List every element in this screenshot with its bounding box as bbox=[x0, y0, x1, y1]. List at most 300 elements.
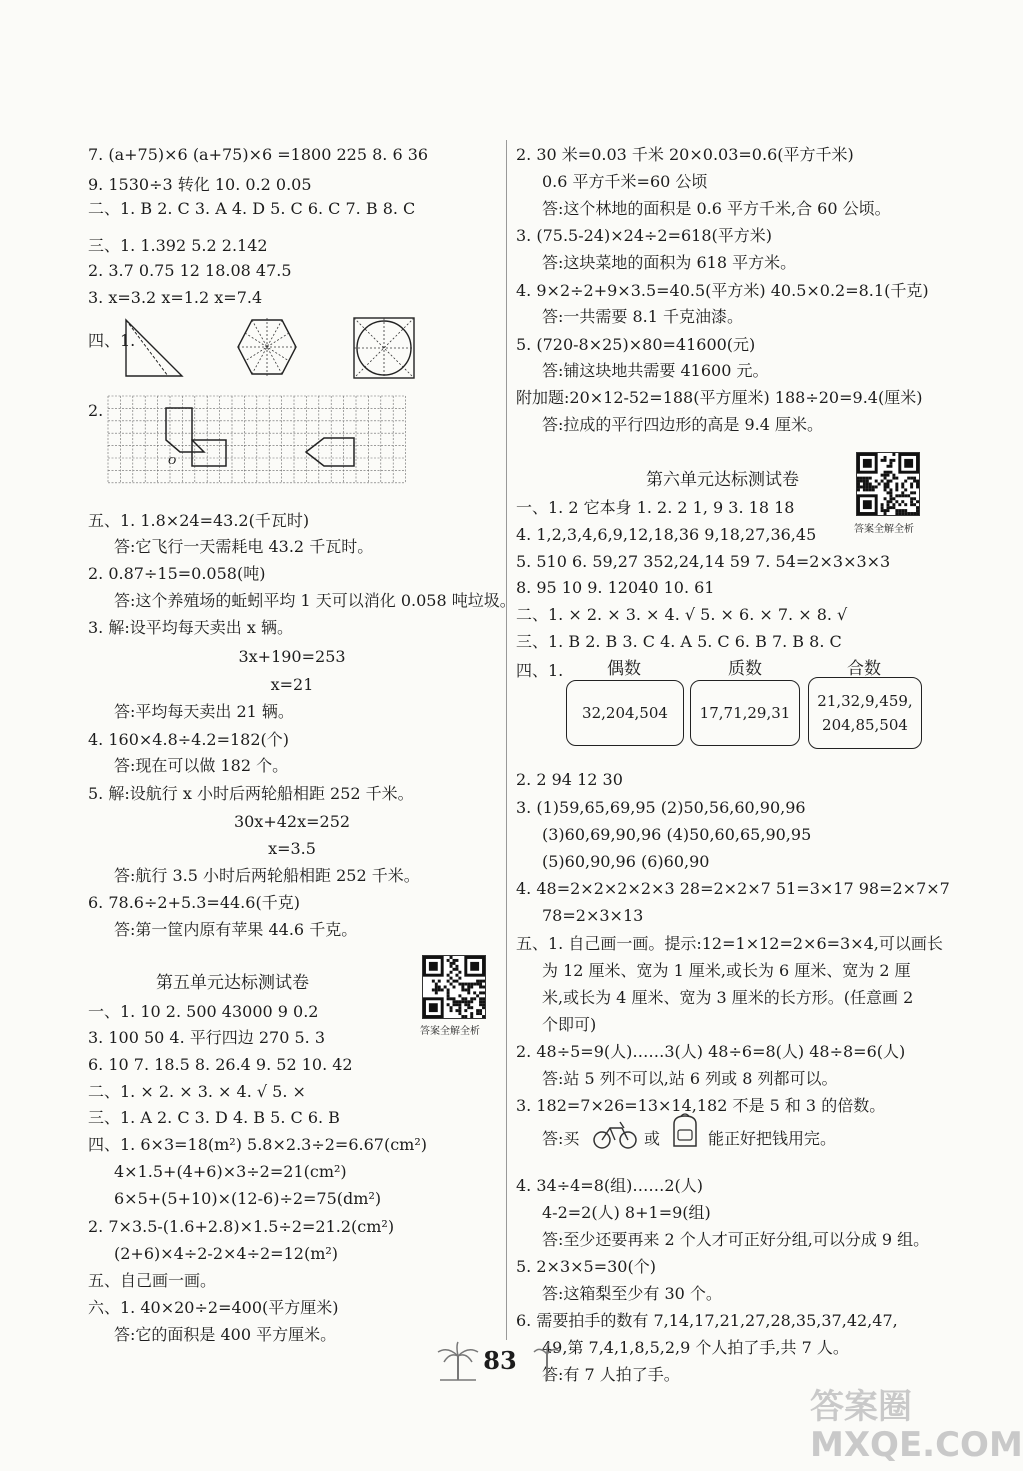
answer-line: 二、1. B 2. C 3. A 4. D 5. C 6. C 7. B 8. C bbox=[88, 199, 416, 218]
qr-module bbox=[461, 997, 464, 1000]
qr-module bbox=[887, 471, 890, 474]
qr-module bbox=[916, 485, 919, 488]
qr-code-icon bbox=[856, 452, 920, 516]
qr-module bbox=[429, 1003, 438, 1012]
qr-module bbox=[860, 477, 863, 480]
qr-module bbox=[898, 509, 901, 512]
answer-line: 6. 10 7. 18.5 8. 26.4 9. 52 10. 42 bbox=[88, 1055, 353, 1074]
answer-line: 答:拉成的平行四边形的高是 9.4 厘米。 bbox=[542, 415, 824, 434]
qr-module bbox=[455, 974, 458, 977]
qr-module bbox=[869, 483, 872, 486]
circle-square-axes-figure bbox=[352, 316, 416, 380]
qr-module bbox=[447, 959, 450, 962]
qr-module bbox=[447, 997, 450, 1000]
qr-module bbox=[857, 483, 860, 486]
qr-module bbox=[916, 500, 919, 503]
answer-line: (5)60,90,96 (6)60,90 bbox=[542, 852, 710, 871]
qr-module bbox=[887, 483, 890, 486]
qr-module bbox=[857, 488, 860, 491]
composite-numbers-line2: 204,85,504 bbox=[822, 716, 908, 734]
qr-module bbox=[904, 512, 907, 515]
answer-line: 答:这个养殖场的蚯蚓平均 1 天可以消化 0.058 吨垃圾。 bbox=[114, 591, 516, 610]
answer-line: 4×1.5+(4+6)×3÷2=21(cm²) bbox=[114, 1162, 347, 1181]
qr-module bbox=[450, 956, 453, 959]
qr-module bbox=[476, 980, 479, 983]
qr-module bbox=[458, 1009, 461, 1012]
qr-module bbox=[467, 983, 470, 986]
watermark-text: 答案圈 MXQE.COM bbox=[810, 1387, 1023, 1465]
answer-line: 二、1. × 2. × 3. × 4. √ 5. × bbox=[88, 1082, 306, 1101]
qr-module bbox=[479, 1012, 482, 1015]
answer-line: 78=2×3×13 bbox=[542, 906, 644, 925]
answer-line: 2. 30 米=0.03 千米 20×0.03=0.6(平方千米) bbox=[516, 145, 854, 164]
grid-origin-label: O bbox=[168, 455, 176, 467]
qr-module bbox=[450, 983, 453, 986]
qr-module bbox=[884, 456, 887, 459]
qr-module bbox=[464, 997, 467, 1000]
qr-module bbox=[884, 509, 887, 512]
qr-module bbox=[898, 494, 901, 497]
qr-module bbox=[432, 988, 435, 991]
qr-module bbox=[450, 997, 453, 1000]
grid-translation-figure bbox=[106, 394, 410, 484]
qr-module bbox=[904, 480, 907, 483]
bicycle-icon bbox=[592, 1116, 638, 1150]
qr-module bbox=[453, 962, 456, 965]
qr-module bbox=[453, 959, 456, 962]
qr-module bbox=[464, 988, 467, 991]
answer-line: 3. x=3.2 x=1.2 x=7.4 bbox=[88, 288, 263, 307]
qr-module bbox=[435, 983, 438, 986]
answer-line: 为 12 厘米、宽为 1 厘米,或长为 6 厘米、宽为 2 厘 bbox=[542, 961, 911, 980]
equation-line: x=21 bbox=[270, 675, 314, 694]
answer-line: 附加题:20×12-52=188(平方厘米) 188÷20=9.4(厘米) bbox=[516, 388, 923, 407]
qr-module bbox=[875, 480, 878, 483]
qr-module bbox=[887, 474, 890, 477]
qr-module bbox=[458, 1006, 461, 1009]
qr-module bbox=[482, 991, 485, 994]
qr-module bbox=[476, 983, 479, 986]
answer-line: 9. 1530÷3 转化 10. 0.2 0.05 bbox=[88, 175, 312, 194]
backpack-icon bbox=[668, 1112, 702, 1150]
qr-module bbox=[895, 509, 898, 512]
palm-tree-icon bbox=[532, 1342, 562, 1382]
qr-module bbox=[857, 477, 860, 480]
qr-module bbox=[453, 986, 456, 989]
answer-line: 米,或长为 4 厘米、宽为 3 厘米的长方形。(任意画 2 bbox=[542, 988, 914, 1007]
qr-module bbox=[470, 1000, 473, 1003]
qr-module bbox=[458, 1012, 461, 1015]
qr-module bbox=[866, 477, 869, 480]
answer-line: 答:它飞行一天需耗电 43.2 千瓦时。 bbox=[114, 537, 374, 556]
qr-module bbox=[470, 983, 473, 986]
answer-line: 能正好把钱用完。 bbox=[708, 1129, 837, 1148]
answer-line: 3. 100 50 4. 平行四边 270 5. 3 bbox=[88, 1028, 326, 1047]
answer-line: 6. 78.6÷2+5.3=44.6(千克) bbox=[88, 893, 300, 912]
qr-module bbox=[866, 488, 869, 491]
qr-module bbox=[467, 1000, 470, 1003]
qr-module bbox=[895, 483, 898, 486]
qr-module bbox=[455, 980, 458, 983]
qr-module bbox=[479, 991, 482, 994]
qr-module bbox=[453, 1000, 456, 1003]
answer-line: 2. 0.87÷15=0.058(吨) bbox=[88, 564, 266, 583]
qr-module bbox=[479, 1003, 482, 1006]
qr-module bbox=[860, 485, 863, 488]
qr-module bbox=[892, 497, 895, 500]
qr-module bbox=[479, 997, 482, 1000]
qr-module bbox=[887, 485, 890, 488]
qr-module bbox=[863, 459, 872, 468]
even-number-box bbox=[566, 680, 684, 746]
qr-module bbox=[455, 968, 458, 971]
answer-line: 2. 7×3.5-(1.6+2.8)×1.5÷2=21.2(cm²) bbox=[88, 1217, 395, 1236]
answer-line: 个即可) bbox=[542, 1015, 597, 1034]
qr-module bbox=[464, 983, 467, 986]
section-title: 第六单元达标测试卷 bbox=[646, 470, 799, 490]
qr-caption: 答案全解全析 bbox=[420, 1026, 480, 1037]
section-title: 第五单元达标测试卷 bbox=[156, 973, 309, 993]
equation-line: x=3.5 bbox=[268, 839, 316, 858]
qr-module bbox=[884, 497, 887, 500]
qr-module bbox=[461, 1000, 464, 1003]
answer-line: 三、1. A 2. C 3. D 4. B 5. C 6. B bbox=[88, 1108, 340, 1127]
answer-line: 0.6 平方千米=60 公顷 bbox=[542, 172, 708, 191]
qr-module bbox=[458, 1003, 461, 1006]
qr-module bbox=[857, 485, 860, 488]
qr-module bbox=[887, 506, 890, 509]
qr-module bbox=[916, 509, 919, 512]
qr-module bbox=[482, 1000, 485, 1003]
composite-numbers-line1: 21,32,9,459, bbox=[817, 692, 913, 710]
qr-module bbox=[458, 983, 461, 986]
qr-module bbox=[482, 1015, 485, 1018]
answer-line: 3. (1)59,65,69,95 (2)50,56,60,90,96 bbox=[516, 798, 806, 817]
qr-module bbox=[887, 509, 890, 512]
hexagon-axes-figure bbox=[236, 316, 298, 378]
qr-module bbox=[479, 986, 482, 989]
qr-module bbox=[482, 986, 485, 989]
qr-module bbox=[913, 477, 916, 480]
qr-module bbox=[910, 503, 913, 506]
equation-line: 30x+42x=252 bbox=[233, 812, 351, 831]
qr-module bbox=[916, 483, 919, 486]
qr-module bbox=[476, 994, 479, 997]
answer-line: (2+6)×4÷2-2×4÷2=12(m²) bbox=[114, 1244, 339, 1263]
answer-line: 4-2=2(人) 8+1=9(组) bbox=[542, 1203, 711, 1222]
qr-module bbox=[461, 1015, 464, 1018]
qr-module bbox=[895, 488, 898, 491]
qr-module bbox=[470, 997, 473, 1000]
equation-line: 3x+190=253 bbox=[238, 647, 346, 666]
qr-module bbox=[482, 980, 485, 983]
prime-numbers: 17,71,29,31 bbox=[699, 704, 791, 722]
qr-module bbox=[881, 474, 884, 477]
qr-module bbox=[444, 986, 447, 989]
qr-module bbox=[910, 477, 913, 480]
answer-line: 4. 48=2×2×2×2×3 28=2×2×7 51=3×17 98=2×7×7 bbox=[516, 879, 950, 898]
qr-module bbox=[453, 1003, 456, 1006]
qr-module bbox=[901, 512, 904, 515]
qr-module bbox=[884, 488, 887, 491]
qr-module bbox=[458, 1000, 461, 1003]
qr-module bbox=[458, 994, 461, 997]
answer-line: 7. (a+75)×6 (a+75)×6 =1800 225 8. 6 36 bbox=[88, 145, 429, 164]
qr-module bbox=[889, 500, 892, 503]
qr-module bbox=[913, 497, 916, 500]
qr-module bbox=[872, 488, 875, 491]
qr-module bbox=[482, 1003, 485, 1006]
qr-module bbox=[904, 494, 907, 497]
qr-module bbox=[447, 980, 450, 983]
qr-caption: 答案全解全析 bbox=[854, 524, 914, 535]
answer-line: 答:有 7 人拍了手。 bbox=[542, 1365, 680, 1384]
answer-line: 3. 182=7×26=13×14,182 不是 5 和 3 的倍数。 bbox=[516, 1096, 886, 1115]
qr-module bbox=[884, 459, 887, 462]
qr-module bbox=[455, 1003, 458, 1006]
qr-module bbox=[887, 491, 890, 494]
qr-module bbox=[435, 991, 438, 994]
qr-module bbox=[892, 474, 895, 477]
qr-module bbox=[453, 997, 456, 1000]
answer-line: 答:买 bbox=[542, 1129, 580, 1148]
answer-line: 或 bbox=[644, 1129, 661, 1148]
box-label-composite: 合数 bbox=[847, 659, 881, 679]
answer-line: 5. (720-8×25)×80=41600(元) bbox=[516, 335, 756, 354]
qr-module bbox=[884, 471, 887, 474]
qr-module bbox=[901, 509, 904, 512]
qr-module bbox=[913, 491, 916, 494]
qr-module bbox=[435, 988, 438, 991]
answer-line: 答:这箱梨至少有 30 个。 bbox=[542, 1284, 722, 1303]
qr-module bbox=[450, 965, 453, 968]
qr-module bbox=[895, 477, 898, 480]
qr-module bbox=[887, 503, 890, 506]
answer-line: 8. 95 10 9. 12040 10. 61 bbox=[516, 578, 715, 597]
qr-module bbox=[473, 997, 476, 1000]
answer-line: 6×5+(5+10)×(12-6)÷2=75(dm²) bbox=[114, 1189, 382, 1208]
qr-module bbox=[869, 477, 872, 480]
answer-line: (3)60,69,90,96 (4)50,60,65,90,95 bbox=[542, 825, 812, 844]
answer-line: 一、1. 10 2. 500 43000 9 0.2 bbox=[88, 1002, 319, 1021]
page-number: 83 bbox=[483, 1346, 517, 1375]
qr-module bbox=[901, 494, 904, 497]
qr-module bbox=[895, 512, 898, 515]
qr-module bbox=[901, 500, 904, 503]
qr-module bbox=[913, 503, 916, 506]
qr-module bbox=[887, 480, 890, 483]
qr-module bbox=[450, 1006, 453, 1009]
qr-module bbox=[450, 962, 453, 965]
qr-code-icon bbox=[422, 955, 486, 1019]
answer-line: 2. 3.7 0.75 12 18.08 47.5 bbox=[88, 261, 292, 280]
answer-line: 三、1. B 2. B 3. C 4. A 5. C 6. B 7. B 8. C bbox=[516, 632, 842, 651]
qr-module bbox=[432, 980, 435, 983]
qr-module bbox=[467, 986, 470, 989]
qr-module bbox=[482, 1006, 485, 1009]
answer-line: 2. 48÷5=9(人)……3(人) 48÷6=8(人) 48÷8=6(人) bbox=[516, 1042, 906, 1061]
qr-module bbox=[881, 480, 884, 483]
qr-module bbox=[447, 994, 450, 997]
answer-line: 3. 解:设平均每天卖出 x 辆。 bbox=[88, 618, 293, 637]
qr-module bbox=[482, 997, 485, 1000]
qr-module bbox=[479, 1000, 482, 1003]
qr-module bbox=[907, 494, 910, 497]
answer-line: 五、1. 自己画一画。提示:12=1×12=2×6=3×4,可以画长 bbox=[516, 934, 943, 953]
qr-module bbox=[435, 986, 438, 989]
qr-module bbox=[461, 988, 464, 991]
qr-module bbox=[467, 991, 470, 994]
qr-module bbox=[869, 485, 872, 488]
qr-module bbox=[910, 491, 913, 494]
qr-module bbox=[884, 483, 887, 486]
qr-module bbox=[467, 988, 470, 991]
qr-module bbox=[455, 965, 458, 968]
qr-module bbox=[467, 1006, 470, 1009]
qr-module bbox=[470, 986, 473, 989]
qr-module bbox=[438, 986, 441, 989]
qr-module bbox=[470, 1006, 473, 1009]
answer-line: 答:航行 3.5 小时后两轮船相距 252 千米。 bbox=[114, 866, 420, 885]
qr-module bbox=[455, 1009, 458, 1012]
answer-line: 答:至少还要再来 2 个人才可正好分组,可以分成 9 组。 bbox=[542, 1230, 930, 1249]
qr-module bbox=[458, 977, 461, 980]
qr-module bbox=[453, 980, 456, 983]
triangle-axis-figure bbox=[124, 318, 184, 378]
qr-module bbox=[464, 1003, 467, 1006]
answer-line: 答:第一筐内原有苹果 44.6 千克。 bbox=[114, 920, 358, 939]
qr-module bbox=[895, 494, 898, 497]
answer-line: 2. 2 94 12 30 bbox=[516, 770, 623, 789]
qr-module bbox=[916, 512, 919, 515]
qr-module bbox=[473, 991, 476, 994]
qr-module bbox=[429, 962, 438, 971]
answer-line: 5. 510 6. 59,27 352,24,14 59 7. 54=2×3×3×3 bbox=[516, 552, 891, 571]
qr-module bbox=[884, 474, 887, 477]
qr-module bbox=[479, 980, 482, 983]
answer-line: 五、自己画一画。 bbox=[88, 1271, 217, 1290]
qr-module bbox=[916, 480, 919, 483]
qr-module bbox=[450, 1009, 453, 1012]
qr-module bbox=[863, 488, 866, 491]
qr-module bbox=[447, 991, 450, 994]
qr-module bbox=[907, 477, 910, 480]
answer-line: 一、1. 2 它本身 1. 2. 2 1, 9 3. 18 18 bbox=[516, 498, 795, 517]
qr-module bbox=[881, 506, 884, 509]
qr-module bbox=[901, 485, 904, 488]
qr-module bbox=[887, 465, 890, 468]
answer-line: 5. 解:设航行 x 小时后两轮船相距 252 千米。 bbox=[88, 784, 414, 803]
qr-module bbox=[904, 509, 907, 512]
qr-module bbox=[863, 480, 866, 483]
qr-module bbox=[875, 485, 878, 488]
qr-module bbox=[447, 974, 450, 977]
qr-module bbox=[892, 459, 895, 462]
qr-module bbox=[866, 480, 869, 483]
answer-line: 二、1. × 2. × 3. × 4. √ 5. × 6. × 7. × 8. √ bbox=[516, 605, 848, 624]
qr-module bbox=[895, 500, 898, 503]
box-label-even: 偶数 bbox=[607, 659, 641, 679]
answer-line: 4. 34÷4=8(组)……2(人) bbox=[516, 1176, 704, 1195]
qr-module bbox=[455, 959, 458, 962]
qr-module bbox=[889, 471, 892, 474]
qr-module bbox=[881, 459, 884, 462]
qr-module bbox=[447, 1003, 450, 1006]
qr-module bbox=[884, 477, 887, 480]
qr-module bbox=[889, 491, 892, 494]
answer-line: 三、1. 1.392 5.2 2.142 bbox=[88, 236, 268, 255]
qr-module bbox=[467, 1003, 470, 1006]
qr-module bbox=[461, 986, 464, 989]
qr-module bbox=[450, 971, 453, 974]
answer-line: 答:它的面积是 400 平方厘米。 bbox=[114, 1325, 337, 1344]
qr-module bbox=[889, 462, 892, 465]
qr-module bbox=[863, 485, 866, 488]
answer-line: 答:现在可以做 182 个。 bbox=[114, 756, 289, 775]
qr-module bbox=[892, 503, 895, 506]
qr-module bbox=[889, 506, 892, 509]
qr-module bbox=[889, 497, 892, 500]
composite-number-box bbox=[808, 677, 922, 749]
qr-module bbox=[438, 980, 441, 983]
qr-module bbox=[889, 488, 892, 491]
qr-module bbox=[907, 512, 910, 515]
qr-module bbox=[913, 480, 916, 483]
qr-module bbox=[904, 459, 913, 468]
qr-module bbox=[884, 485, 887, 488]
qr-module bbox=[881, 503, 884, 506]
qr-module bbox=[892, 506, 895, 509]
qr-module bbox=[904, 488, 907, 491]
box-label-prime: 质数 bbox=[728, 659, 762, 679]
qr-module bbox=[455, 1000, 458, 1003]
qr-module bbox=[441, 988, 444, 991]
qr-module bbox=[464, 1009, 467, 1012]
answer-line: 3. (75.5-24)×24÷2=618(平方米) bbox=[516, 226, 773, 245]
qr-module bbox=[863, 477, 866, 480]
qr-module bbox=[892, 453, 895, 456]
answer-line: 4. 160×4.8÷4.2=182(个) bbox=[88, 730, 290, 749]
qr-module bbox=[910, 497, 913, 500]
qr-module bbox=[863, 500, 872, 509]
answer-line: 五、1. 1.8×24=43.2(千瓦时) bbox=[88, 511, 310, 530]
qr-module bbox=[916, 506, 919, 509]
qr-module bbox=[479, 1009, 482, 1012]
qr-module bbox=[473, 983, 476, 986]
answer-line: 5. 2×3×5=30(个) bbox=[516, 1257, 656, 1276]
qr-module bbox=[464, 1015, 467, 1018]
qr-module bbox=[913, 512, 916, 515]
answer-line: 答:平均每天卖出 21 辆。 bbox=[114, 702, 294, 721]
answer-line: 答:铺这块地共需要 41600 元。 bbox=[542, 361, 769, 380]
qr-module bbox=[869, 488, 872, 491]
qr-module bbox=[453, 968, 456, 971]
answer-line: 四、1. bbox=[516, 661, 564, 680]
answer-line: 49,第 7,4,1,8,5,2,9 个人拍了手,共 7 人。 bbox=[542, 1338, 849, 1357]
qr-module bbox=[887, 500, 890, 503]
qr-module bbox=[884, 512, 887, 515]
qr-module bbox=[479, 983, 482, 986]
qr-module bbox=[878, 483, 881, 486]
qr-module bbox=[901, 491, 904, 494]
qr-module bbox=[889, 480, 892, 483]
answer-line: 答:一共需要 8.1 千克油漆。 bbox=[542, 307, 744, 326]
prime-number-box bbox=[690, 680, 800, 746]
qr-module bbox=[892, 477, 895, 480]
answer-line: 答:站 5 列不可以,站 6 列或 8 列都可以。 bbox=[542, 1069, 838, 1088]
qr-module bbox=[438, 988, 441, 991]
watermark bbox=[810, 1388, 1023, 1464]
